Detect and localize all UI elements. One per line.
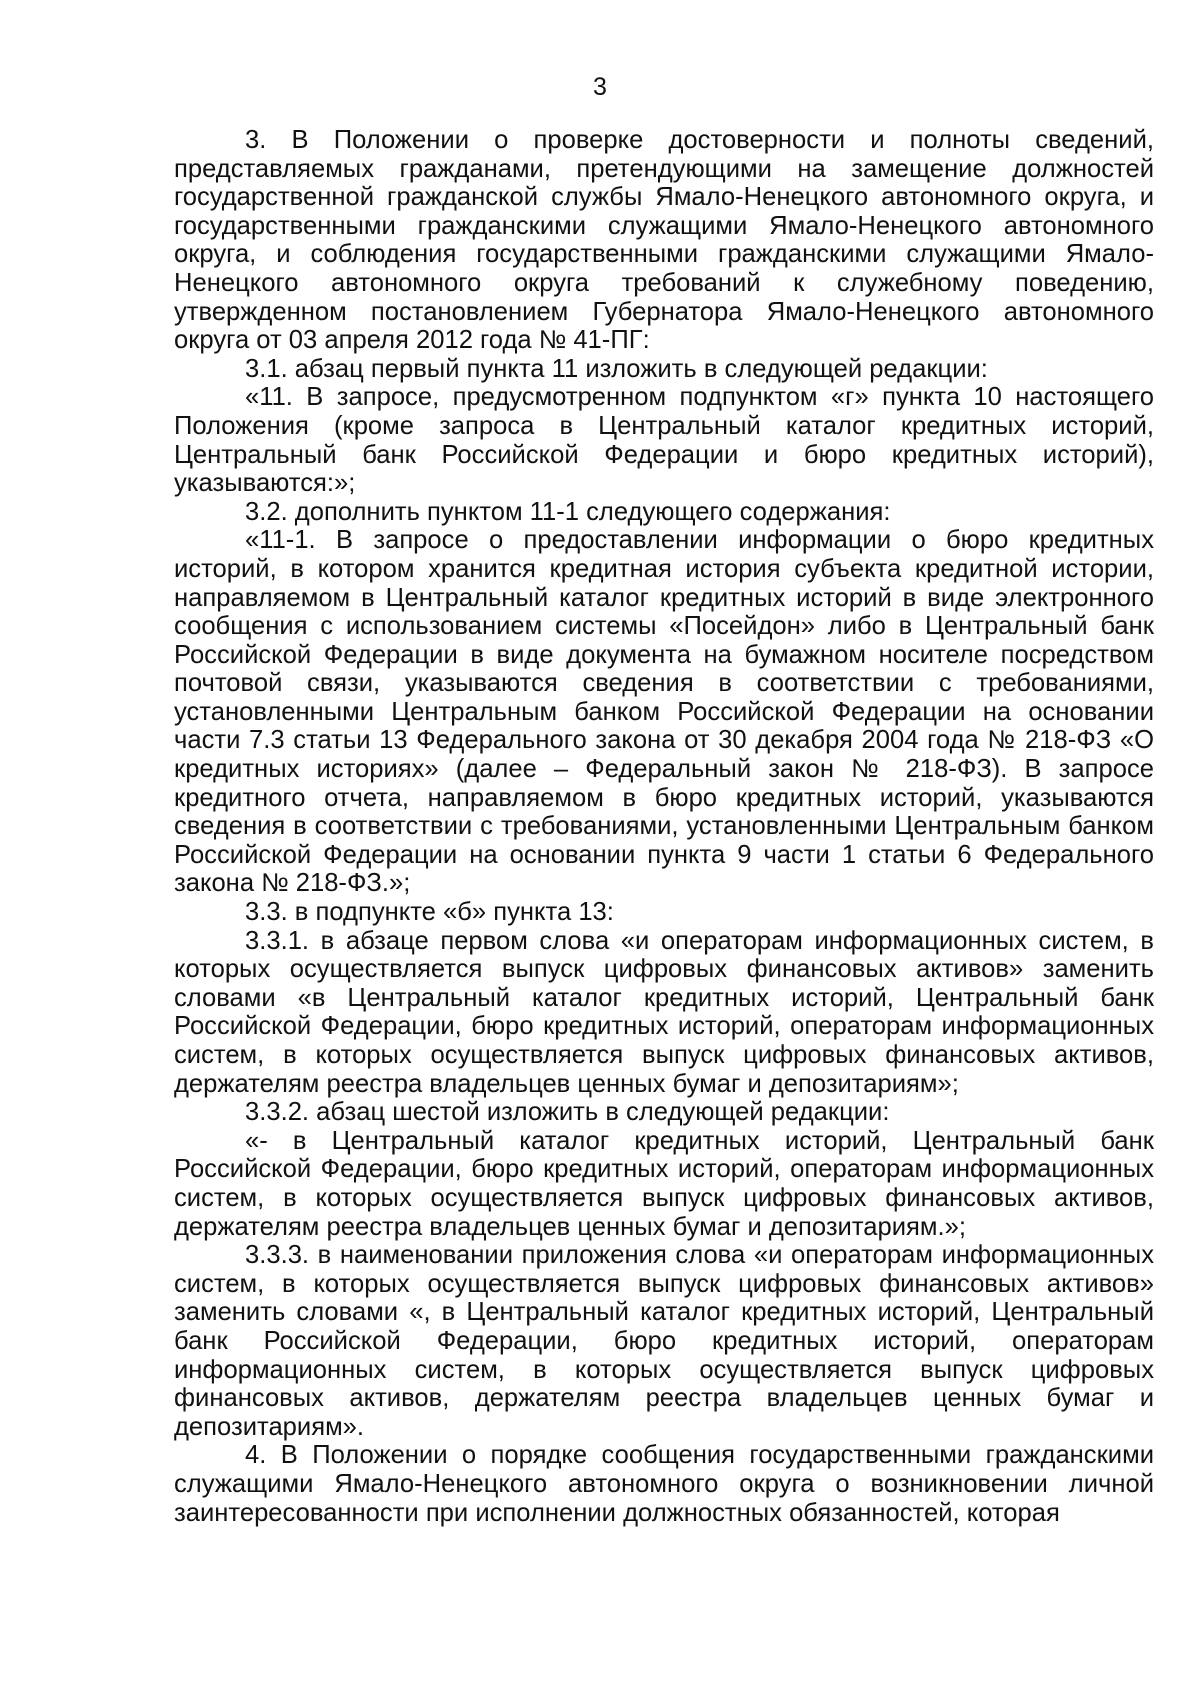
paragraph-3-2-quote: «11-1. В запросе о предоставлении информации о бюро кредитных историй, в котором хранится кредитная история субъекта кредитной истории, направляемом в Центральный каталог кредитных историй в виде электронного сообщения с использованием системы «Посейдон» либо в Центральный банк Российской Федерации в виде документа на бумажном носителе посредством почтовой связи, указываются сведения в соответствии с требованиями, установленными Центральным банком Российской Федерации на основании части 7.3 статьи 13 Федерального закона от 30 декабря 2004 года № 218-ФЗ «О кредитных историях» (далее – Федеральный закон № 218-ФЗ). В запросе кредитного отчета, направляемом в бюро кредитных историй, указываются сведения в соответствии с требованиями, установленными Центральным банком Российской Федерации на основании пункта 9 части 1 статьи 6 Федерального закона № 218-ФЗ.»;: [174, 526, 1154, 898]
paragraph-3-2: 3.2. дополнить пунктом 11-1 следующего содержания:: [245, 497, 891, 526]
paragraph-3-3-1: 3.3.1. в абзаце первом слова «и операторам информационных систем, в которых осуществляется выпуск цифровых финансовых активов» заменить словами «в Центральный каталог кредитных историй, Центральный банк Российской Федерации, бюро кредитных историй, операторам информационных систем, в которых осуществляется выпуск цифровых финансовых активов, держателям реестра владельцев ценных бумаг и депозитариям»;: [174, 926, 1154, 1098]
document-body: [174, 126, 1154, 1527]
paragraph-3-3-2: 3.3.2. абзац шестой изложить в следующей редакции:: [245, 1098, 890, 1127]
paragraph-4: 4. В Положении о порядке сообщения государственными гражданскими служащими Ямало-Ненецкого автономного округа о возникновении личной заинтересованности при исполнении должностных обязанностей, которая: [174, 1441, 1154, 1527]
page-number: 3: [593, 73, 607, 101]
paragraph-3-1-quote: «11. В запросе, предусмотренном подпунктом «г» пункта 10 настоящего Положения (кроме запроса в Центральный каталог кредитных историй, Центральный банк Российской Федерации и бюро кредитных историй), указываются:»;: [174, 383, 1154, 498]
paragraph-3-3-2-quote: «- в Центральный каталог кредитных историй, Центральный банк Российской Федерации, бюро кредитных историй, операторам информационных систем, в которых осуществляется выпуск цифровых финансовых активов, держателям реестра владельцев ценных бумаг и депозитариям.»;: [174, 1126, 1154, 1241]
paragraph-3-1: 3.1. абзац первый пункта 11 изложить в следующей редакции:: [245, 354, 988, 383]
paragraph-3-3: 3.3. в подпункте «б» пункта 13:: [245, 898, 614, 927]
paragraph-3: 3. В Положении о проверке достоверности и полноты сведений, представляемых гражданами, претендующими на замещение должностей государственной гражданской службы Ямало-Ненецкого автономного округа, и государственными гражданскими служащими Ямало-Ненецкого автономного округа, и соблюдения государственными гражданскими служащими Ямало-Ненецкого автономного округа требований к служебному поведению, утвержденном постановлением Губернатора Ямало-Ненецкого автономного округа от 03 апреля 2012 года № 41-ПГ:: [174, 126, 1154, 355]
paragraph-3-3-3: 3.3.3. в наименовании приложения слова «и операторам информационных систем, в которых осуществляется выпуск цифровых финансовых активов» заменить словами «, в Центральный каталог кредитных историй, Центральный банк Российской Федерации, бюро кредитных историй, операторам информационных систем, в которых осуществляется выпуск цифровых финансовых активов, держателям реестра владельцев ценных бумаг и депозитариям».: [174, 1241, 1154, 1441]
